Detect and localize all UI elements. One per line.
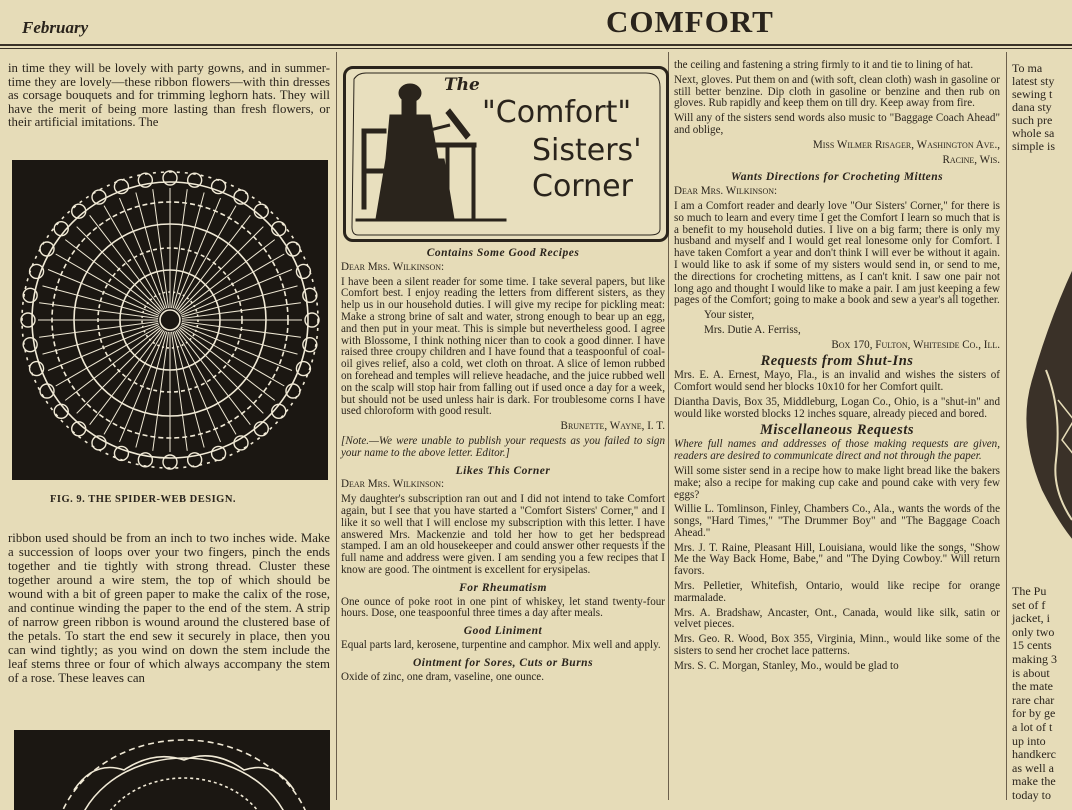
col4-line: The Pu	[1012, 584, 1047, 598]
spider-web-figure	[12, 160, 328, 480]
column-1-top	[8, 62, 330, 133]
letter-mittens: I am a Comfort reader and dearly love "Our Sisters' Corner," for there is so much to learn and every time I get the Comfort I learn so much that is a benefit to my household duties. I live on a big farm; there is only my husband and myself and I would get real lonesome only for Comfort. I have taken Comfort a year and don't think I will ever be without it again. I would like to ask if some of my sisters would send in, or send to me, the directions for crocheting mittens, as I can't knit. I saw one pair not long ago and thought I would like to make a pair. I am just keeping a few pages of the Comfort; going to make a book and sew a year's all together.	[674, 199, 1000, 307]
editor-note: [Note.—We were unable to publish your requests as you failed to sign your name to the above letter. Editor.]	[341, 434, 665, 459]
col1-paragraph: in time they will be lovely with party gowns, and in summer-time they are lovely—these ribbon flowers—with thin dresses as corsage bouquets and for trimming leghorn hats. They will have the merit of being more lasting than fresh flowers, or their artificial imitations. The	[8, 61, 330, 130]
masthead-rule	[0, 44, 1072, 46]
column-4-top	[1012, 62, 1072, 153]
signature-city: Racine, Wis.	[942, 153, 1000, 166]
col4-line: only two	[1012, 624, 1055, 639]
web-spoke	[153, 189, 169, 308]
misc-request: Mrs. J. T. Raine, Pleasant Hill, Louisiana, would like the songs, "Show Me the Way Back Home, Babe," and "The Dying Cowboy." Will return favors.	[674, 541, 1000, 578]
column-3	[674, 60, 1000, 676]
masthead-month: February	[22, 18, 89, 37]
web-edge-loop	[138, 173, 152, 187]
signature: Mrs. Dutie A. Ferriss,	[704, 323, 801, 336]
heading-mittens: Wants Directions for Crocheting Mittens	[730, 171, 944, 184]
shut-in-request: Diantha Davis, Box 35, Middleburg, Logan Co., Ohio, is a "shut-in" and would like worsted blocks 12 inches square, already pieced and bored.	[674, 395, 1000, 420]
masthead-rule-thin	[0, 48, 1072, 49]
heading-misc-requests: Miscellaneous Requests	[760, 421, 914, 438]
heading-rheumatism: For Rheumatism	[459, 581, 547, 594]
garment-drawing	[1012, 230, 1072, 560]
heading-shut-ins: Requests from Shut-Ins	[760, 352, 914, 369]
column-divider-3	[1006, 52, 1007, 800]
col4-line: handkerc	[1012, 747, 1056, 762]
spider-web-drawing	[12, 160, 328, 480]
column-divider-1	[336, 52, 337, 800]
misc-request: Willie L. Tomlinson, Finley, Chambers Co., Ala., wants the words of the songs, "Hard Times," "The Drummer Boy" and "The Baggage Coach Ahead."	[674, 503, 1000, 539]
salutation: Dear Mrs. Wilkinson:	[674, 185, 778, 198]
col4-line: a lot of t	[1012, 719, 1053, 734]
web-spoke	[182, 303, 301, 319]
web-edge-loop	[188, 173, 202, 187]
web-spoke	[153, 332, 169, 451]
col4-line: making 3	[1012, 651, 1057, 666]
web-spoke	[180, 254, 284, 314]
col4-line: jacket, i	[1012, 611, 1050, 626]
lace-drawing	[14, 730, 330, 810]
web-spoke	[39, 322, 158, 338]
recipe-ointment: Oxide of zinc, one dram, vaseline, one ounce.	[341, 670, 545, 683]
col4-line: 15 cents	[1012, 638, 1052, 653]
closing: Your sister,	[704, 309, 755, 322]
misc-request: Mrs. Geo. R. Wood, Box 355, Virginia, Minn., would like some of the sisters to send her crochet lace patterns.	[674, 633, 1000, 658]
hat-tip: the ceiling and fastening a string firmly to it and tie to lining of hat.	[674, 59, 974, 71]
web-spoke	[39, 303, 158, 319]
web-spoke	[180, 326, 284, 386]
heading-likes-corner: Likes This Corner	[455, 464, 551, 477]
garment-illustration	[1012, 230, 1072, 560]
shut-in-request: Mrs. E. A. Ernest, Mayo, Fla., is an invalid and wishes the sisters of Comfort would send her blocks 10x10 for her Comfort quilt.	[674, 369, 1000, 394]
web-spoke	[172, 189, 188, 308]
col4-line: as well a	[1012, 760, 1054, 775]
col4-line: the mate	[1012, 679, 1053, 694]
web-spoke	[104, 206, 164, 310]
web-edge-loop	[21, 313, 35, 327]
col4-line: latest sty	[1012, 74, 1055, 88]
lace-figure-bottom	[14, 730, 330, 810]
col4-line: today to	[1012, 787, 1051, 802]
misc-request: Will some sister send in a recipe how to make light bread like the bakers make; also a recipe for making cup cake and pound cake with very few eggs?	[674, 464, 1000, 501]
banner-sisters: Sisters'	[532, 133, 642, 168]
web-spoke	[176, 330, 236, 434]
figure-caption: FIG. 9. THE SPIDER-WEB DESIGN.	[50, 494, 237, 505]
letter-likes-corner: My daughter's subscription ran out and I did not intend to take Comfort again, but I see that you have started a "Comfort Sisters' Corner," and I like it so well that I will enclose my subscription with this letter. I have answered Mrs. Mackenzie and told her how to get her bedspread stamped. I am an old housekeeper and could answer other requests if the full name and address were given. I am sending you a few recipes that I know are good. The ointment is excellent for erysipelas.	[341, 493, 665, 576]
col4-line: rare char	[1012, 692, 1055, 707]
web-spoke	[104, 330, 164, 434]
col4-line: whole sa	[1012, 126, 1055, 140]
web-edge-loop	[163, 455, 177, 469]
banner-comfort: "Comfort"	[482, 95, 632, 130]
col4-line: sewing t	[1012, 87, 1053, 101]
web-edge-loop	[23, 288, 37, 302]
salutation: Dear Mrs. Wilkinson:	[341, 260, 445, 273]
col4-line: such pre	[1012, 113, 1053, 127]
misc-request: Mrs. Pelletier, Whitefish, Ontario, would like recipe for orange marmalade.	[674, 580, 1000, 604]
sisters-corner-banner	[343, 66, 669, 242]
misc-request: Mrs. S. C. Morgan, Stanley, Mo., would be glad to	[674, 659, 899, 672]
col4-line: up into	[1012, 733, 1046, 748]
web-edge-loop	[188, 453, 202, 467]
salutation: Dear Mrs. Wilkinson:	[341, 478, 445, 491]
misc-request: Mrs. A. Bradshaw, Ancaster, Ont., Canada, would like silk, satin or velvet pieces.	[674, 606, 1000, 631]
heading-good-recipes: Contains Some Good Recipes	[426, 247, 580, 259]
recipe-rheumatism: One ounce of poke root in one pint of whiskey, let stand twenty-four hours. Dose, one teaspoonful three times a day after meals.	[341, 595, 665, 620]
song-request: Will any of the sisters send words also music to "Baggage Coach Ahead" and oblige,	[674, 112, 1000, 136]
web-edge-loop	[303, 338, 317, 352]
banner-corner: Corner	[532, 169, 633, 204]
col4-line: for by ge	[1012, 706, 1056, 721]
col4-line: is about	[1012, 665, 1050, 680]
signature: Miss Wilmer Risager, Washington Ave.,	[812, 138, 1000, 151]
signature: Brunette, Wayne, I. T.	[560, 420, 665, 433]
heading-ointment: Ointment for Sores, Cuts or Burns	[412, 656, 594, 669]
heading-liniment: Good Liniment	[463, 625, 543, 638]
col4-line: set of f	[1012, 597, 1046, 612]
web-edge-loop	[305, 313, 319, 327]
letter-recipes: I have been a silent reader for some time. I take several papers, but like Comfort best. I enjoy reading the letters from different sisters, as they help us in our household duties. I will give my recipe for pickling meat: Make a strong brine of salt and water, strong enough to bear up an egg, and then put in your meat. This is simple but nevertheless good. I agree with Blossome, I think nothing nicer than to cook a good dinner. I have raised three croupy children and I have found that a teaspoonful of coal-oil gives relief, also a cold, wet cloth on throat. A slice of lemon rubbed on forehead and temples will relieve headache, and the juice rubbed well on the scalp will stop hair from falling out if used once a day for a week, but should not be used unless hair is dark. For troublesome corns I have used chloroform with good result.	[341, 275, 665, 418]
web-spoke	[56, 254, 160, 314]
column-2	[341, 242, 665, 686]
web-edge-loop	[23, 338, 37, 352]
web-spoke	[176, 206, 236, 310]
signature-address: Box 170, Fulton, Whiteside Co., Ill.	[831, 338, 1000, 351]
masthead-title: COMFORT	[606, 4, 774, 39]
col1-paragraph-2: ribbon used should be from an inch to two inches wide. Make a succession of loops over your two fingers, pinch the ends together and tie tightly with strong thread. Cluster these together around a wire stem, the top of which should be wound with a bit of green paper to make the calix of the rose, and continue winding the paper to the end of the stem. A strip of narrow green ribbon is wound around the clustered base of the petals. To start the end sew it securely in place, then you can wind tightly; as you wind on down the stem include the leaf stems three or four of which always accompany the stem of a rose. These leaves can	[8, 531, 330, 685]
banner-the: The	[444, 75, 480, 95]
col4-line: dana sty	[1012, 100, 1052, 114]
col4-line: simple is	[1012, 139, 1056, 153]
col4-line: To ma	[1012, 61, 1043, 75]
web-edge-loop	[303, 288, 317, 302]
web-spoke	[56, 326, 160, 386]
web-spoke	[182, 322, 301, 338]
recipe-liniment: Equal parts lard, kerosene, turpentine and camphor. Mix well and apply.	[341, 638, 661, 651]
gloves-tip: Next, gloves. Put them on and (with soft, clean cloth) wash in gasoline or still better benzine. Dip cloth in gasoline or benzine and then rub on gloves. Rub rapidly and keep them on till dry. Keep away from fire.	[674, 73, 1000, 110]
web-edge-loop	[138, 453, 152, 467]
web-edge-loop	[163, 171, 177, 185]
column-1-bottom	[8, 531, 330, 688]
column-4-bottom	[1012, 585, 1072, 803]
misc-note: Where full names and addresses of those making requests are given, readers are desired to communicate direct and not through the paper.	[674, 438, 1000, 463]
col4-line: make the	[1012, 774, 1056, 789]
